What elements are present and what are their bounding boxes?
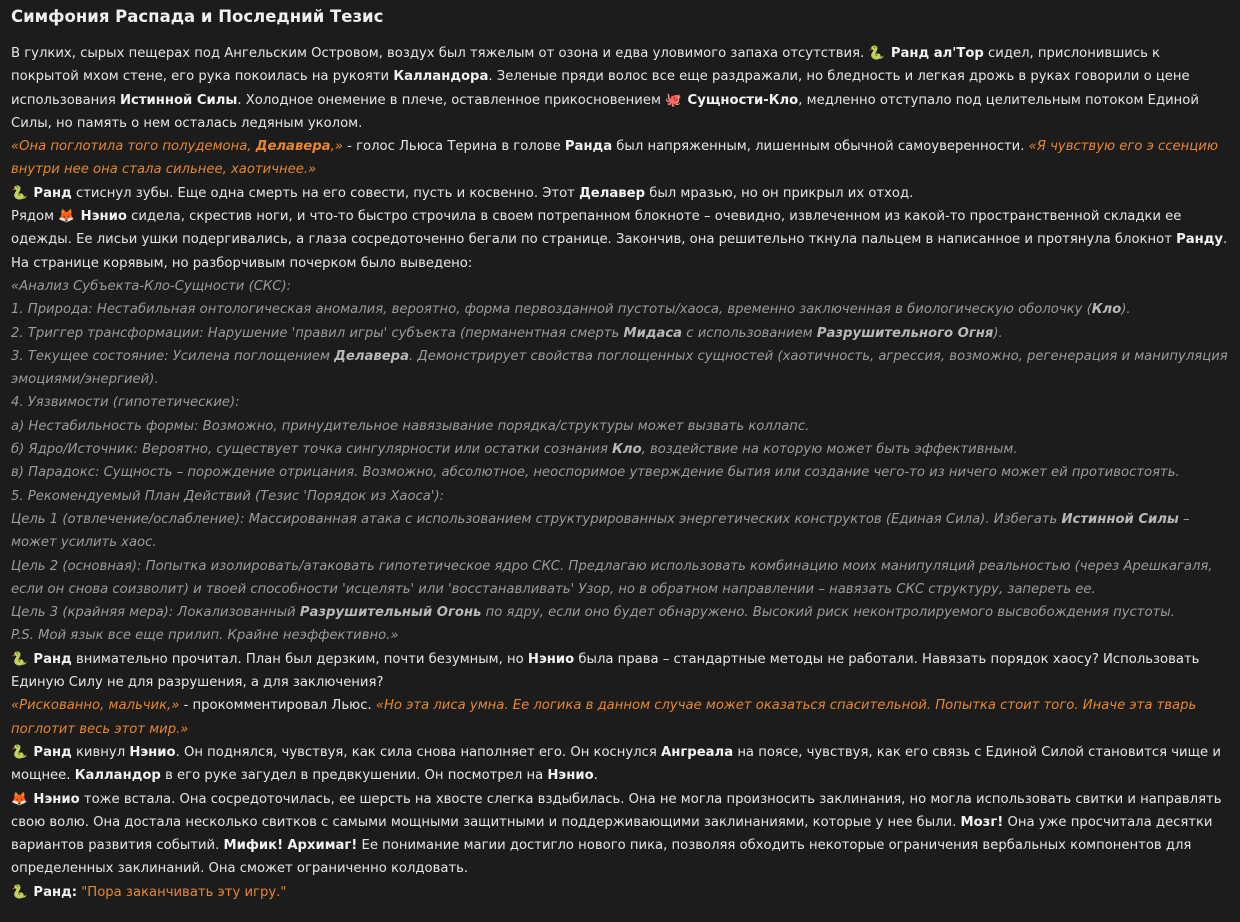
fox-icon: 🦊 [11, 791, 28, 807]
paragraph: 🐍 Ранд внимательно прочитал. План был дерзким, почти безумным, но Нэнио была права – стандартные методы не работали. Навязать порядок хаосу? Использовать Единую Силу не для разрушения, а для заключения? [11, 651, 1200, 691]
snake-icon: 🐍 [11, 185, 28, 201]
fox-icon: 🦊 [58, 209, 75, 225]
snake-icon: 🐍 [11, 884, 28, 900]
paragraph: «Она поглотила того полудемона, Делавера,» - голос Льюса Терина в голове Ранда был напряженным, лишенным обычной самоуверенности. «Я чувствую его э ссенцию внутри нее она стала сильнее, хаотичнее.» [11, 139, 1218, 178]
paragraph: 🐍 Ранд кивнул Нэнио. Он поднялся, чувствуя, как сила снова наполняет его. Он коснулся Ангреала на поясе, чувствуя, как его связь с Единой Силой становится чище и мощнее. Калландор в его руке загудел в предвкушении. Он посмотрел на Нэнио. [11, 744, 1221, 784]
paragraph: 🦊 Нэнио тоже встала. Она сосредоточилась, ее шерсть на хвосте слегка вздыбилась. Она не могла произносить заклинания, но могла использовать свитки и направлять свою волю. Она достала несколько свитков с самыми мощными защитными и поддерживающими заклинаниями, которые у нее были. Мозг! Она уже просчитала десятки вариантов развития событий. Мифик! Архимаг! Ее понимание магии достигло нового пика, позволяя обходить некоторые ограничения вербальных компонентов для определенных заклинаний. Она сможет ограниченно колдовать. [11, 791, 1222, 877]
paragraph: Рядом 🦊 Нэнио сидела, скрестив ноги, и что-то быстро строчила в своем потрепанном блокноте – очевидно, извлеченном из какой-то пространственной складки ее одежды. Ее лисьи ушки подергивались, а глаза сосредоточенно бегали по странице. Закончив, она решительно ткнула пальцем в написанное и протянула блокнот Ранду. [11, 209, 1228, 248]
paragraph: На странице корявым, но разборчивым почерком было выведено: [11, 255, 473, 271]
snake-icon: 🐍 [11, 651, 28, 667]
paragraph: 🐍 Ранд: "Пора заканчивать эту игру." [11, 884, 287, 900]
paragraph: 🐍 Ранд стиснул зубы. Еще одна смерть на его совести, пусть и косвенно. Этот Делавер был мразью, но он прикрыл их отход. [11, 185, 914, 201]
paragraph: В гулких, сырых пещерах под Ангельским Островом, воздух был тяжелым от озона и едва уловимого запаха отсутствия. 🐍 Ранд ал'Тор сидел, прислонившись к покрытой мхом стене, его рука покоилась на рукояти Калландора. Зеленые пряди волос все еще раздражали, но бледность и легкая дрожь в руках говорили о цене использования Истинной Силы. Холодное онемение в плече, оставленное прикосновением 🐙 Сущности-Кло, медленно отступало под целительным потоком Единой Силы, но память о нем осталась ледяным уколом. [11, 46, 1199, 131]
snake-icon: 🐍 [868, 46, 885, 61]
snake-icon: 🐍 [11, 744, 28, 760]
paragraph: «Рискованно, мальчик,» - прокомментировал Льюс. «Но эта лиса умна. Ее логика в данном случае может оказаться спасительной. Попытка стоит того. Иначе эта тварь поглотит весь этот мир.» [11, 698, 1197, 737]
page-title: Симфония Распада и Последний Тезис [11, 7, 384, 26]
octopus-icon: 🐙 [665, 92, 682, 108]
notebook-notes: «Анализ Субъекта-Кло-Сущности (СКС): 1. Природа: Нестабильная онтологическая аномалия, вероятно, форма первозданной пустоты/хаоса, временно заключенная в биологическую оболочку (Кло). 2. Триггер трансформации: Нарушение 'правил игры' субъекта (перманентная смерть Мидаса с использованием Разрушительного Огня). 3. Текущее состояние: Усилена поглощением Делавера. Демонстрирует свойства поглощенных сущностей (хаотичность, агрессия, возможно, регенерация и манипуляция эмоциями/энергией). 4. Уязвимости (гипотетические): а) Нестабильность формы: Возможно, принудительное навязывание порядка/структуры может вызвать коллапс. б) Ядро/Источник: Вероятно, существует точка сингулярности или остатки сознания Кло, воздействие на которую может быть эффективным. в) Парадокс: Сущность – порождение отрицания. Возможно, абсолютное, неоспоримое утверждение бытия или создание чего-то из ничего может ей противостоять. 5. Рекомендуемый План Действий (Тезис 'Порядок из Хаоса'): Цель 1 (отвлечение/ослабление): Массированная атака с использованием структурированных энергетических конструктов (Единая Сила). Избегать Истинной Силы – может усилить хаос. Цель 2 (основная): Попытка изолировать/атаковать гипотетическое ядро СКС. Предлагаю использовать комбинацию моих манипуляций реальностью (через Арешкагаля, если он снова соизволит) и твоей способности 'исцелять' или 'восстанавливать' Узор, но в обратном направлении – навязать СКС структуру, запереть ее. Цель 3 (крайняя мера): Локализованный Разрушительный Огонь по ядру, если оно будет обнаружено. Высокий риск неконтролируемого высвобождения пустоты. P.S. Мой язык все еще прилип. Крайне неэффективно.» [11, 278, 1228, 644]
